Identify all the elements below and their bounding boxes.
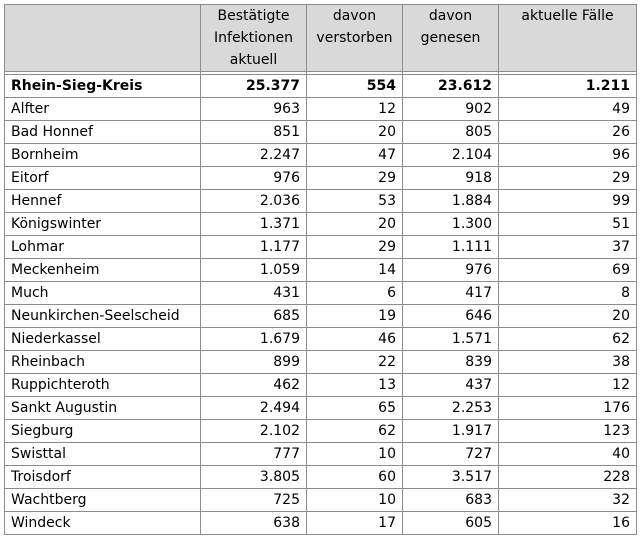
table-row xyxy=(5,121,637,144)
active-value: 40 xyxy=(499,443,637,466)
municipality-name: Neunkirchen-Seelscheid xyxy=(5,305,201,328)
recovered-value: 1.571 xyxy=(403,328,499,351)
confirmed-value: 1.177 xyxy=(201,236,307,259)
recovered-value: 1.300 xyxy=(403,213,499,236)
header-line: verstorben xyxy=(316,30,393,46)
deceased-value: 22 xyxy=(307,351,403,374)
table-row xyxy=(5,144,637,167)
active-value: 62 xyxy=(499,328,637,351)
confirmed-value: 976 xyxy=(201,167,307,190)
recovered-value: 805 xyxy=(403,121,499,144)
municipality-name: Lohmar xyxy=(5,236,201,259)
deceased-value: 60 xyxy=(307,466,403,489)
confirmed-value: 725 xyxy=(201,489,307,512)
municipality-name: Windeck xyxy=(5,512,201,535)
table-row xyxy=(5,167,637,190)
table-row xyxy=(5,466,637,489)
active-value: 49 xyxy=(499,98,637,121)
recovered-value: 605 xyxy=(403,512,499,535)
recovered-value: 839 xyxy=(403,351,499,374)
recovered-value: 1.884 xyxy=(403,190,499,213)
confirmed-value: 963 xyxy=(201,98,307,121)
header-blank-cell xyxy=(5,5,201,72)
active-value: 96 xyxy=(499,144,637,167)
table-row xyxy=(5,190,637,213)
municipality-name: Hennef xyxy=(5,190,201,213)
deceased-value: 47 xyxy=(307,144,403,167)
confirmed-value: 2.036 xyxy=(201,190,307,213)
header-line: genesen xyxy=(420,30,481,46)
district-name: Rhein-Sieg-Kreis xyxy=(5,75,201,98)
active-value: 8 xyxy=(499,282,637,305)
recovered-value: 683 xyxy=(403,489,499,512)
recovered-value: 3.517 xyxy=(403,466,499,489)
header-recovered xyxy=(403,5,499,72)
confirmed-value: 1.371 xyxy=(201,213,307,236)
municipality-name: Rheinbach xyxy=(5,351,201,374)
table-row xyxy=(5,213,637,236)
municipality-name: Siegburg xyxy=(5,420,201,443)
confirmed-value: 1.059 xyxy=(201,259,307,282)
table-row xyxy=(5,305,637,328)
active-value: 176 xyxy=(499,397,637,420)
active-value: 12 xyxy=(499,374,637,397)
deceased-value: 19 xyxy=(307,305,403,328)
deceased-value: 46 xyxy=(307,328,403,351)
confirmed-value: 899 xyxy=(201,351,307,374)
header-line: aktuell xyxy=(229,52,278,68)
header-active xyxy=(499,5,637,72)
table-row xyxy=(5,236,637,259)
municipality-name: Eitorf xyxy=(5,167,201,190)
table-row xyxy=(5,512,637,535)
table-row xyxy=(5,374,637,397)
recovered-value: 902 xyxy=(403,98,499,121)
recovered-value: 918 xyxy=(403,167,499,190)
header-line: davon xyxy=(332,8,377,24)
confirmed-value: 2.102 xyxy=(201,420,307,443)
active-value: 29 xyxy=(499,167,637,190)
confirmed-value: 25.377 xyxy=(201,75,307,98)
deceased-value: 17 xyxy=(307,512,403,535)
confirmed-value: 851 xyxy=(201,121,307,144)
confirmed-value: 2.494 xyxy=(201,397,307,420)
municipality-name: Meckenheim xyxy=(5,259,201,282)
active-value: 16 xyxy=(499,512,637,535)
table-row xyxy=(5,443,637,466)
active-value: 99 xyxy=(499,190,637,213)
active-value: 123 xyxy=(499,420,637,443)
table-row-total xyxy=(5,75,637,98)
table-row xyxy=(5,397,637,420)
confirmed-value: 431 xyxy=(201,282,307,305)
confirmed-value: 1.679 xyxy=(201,328,307,351)
deceased-value: 14 xyxy=(307,259,403,282)
deceased-value: 13 xyxy=(307,374,403,397)
municipality-name: Alfter xyxy=(5,98,201,121)
recovered-value: 437 xyxy=(403,374,499,397)
table-row xyxy=(5,351,637,374)
recovered-value: 2.253 xyxy=(403,397,499,420)
deceased-value: 53 xyxy=(307,190,403,213)
deceased-value: 20 xyxy=(307,213,403,236)
municipality-name: Bornheim xyxy=(5,144,201,167)
municipality-name: Much xyxy=(5,282,201,305)
municipality-name: Swisttal xyxy=(5,443,201,466)
deceased-value: 12 xyxy=(307,98,403,121)
active-value: 37 xyxy=(499,236,637,259)
table-row xyxy=(5,328,637,351)
header-confirmed xyxy=(201,5,307,72)
header-deceased xyxy=(307,5,403,72)
confirmed-value: 3.805 xyxy=(201,466,307,489)
header-line: Infektionen xyxy=(214,30,293,46)
table-row xyxy=(5,259,637,282)
table-row xyxy=(5,282,637,305)
table-row xyxy=(5,489,637,512)
table-row xyxy=(5,98,637,121)
deceased-value: 554 xyxy=(307,75,403,98)
deceased-value: 29 xyxy=(307,167,403,190)
active-value: 26 xyxy=(499,121,637,144)
municipality-name: Bad Honnef xyxy=(5,121,201,144)
municipality-name: Ruppichteroth xyxy=(5,374,201,397)
table-header xyxy=(5,5,637,72)
deceased-value: 62 xyxy=(307,420,403,443)
confirmed-value: 638 xyxy=(201,512,307,535)
recovered-value: 1.111 xyxy=(403,236,499,259)
recovered-value: 646 xyxy=(403,305,499,328)
confirmed-value: 685 xyxy=(201,305,307,328)
header-line: Bestätigte xyxy=(217,8,290,24)
infection-table xyxy=(4,4,637,535)
confirmed-value: 462 xyxy=(201,374,307,397)
deceased-value: 10 xyxy=(307,489,403,512)
municipality-name: Niederkassel xyxy=(5,328,201,351)
municipality-name: Wachtberg xyxy=(5,489,201,512)
recovered-value: 976 xyxy=(403,259,499,282)
active-value: 20 xyxy=(499,305,637,328)
active-value: 1.211 xyxy=(499,75,637,98)
confirmed-value: 2.247 xyxy=(201,144,307,167)
recovered-value: 2.104 xyxy=(403,144,499,167)
active-value: 69 xyxy=(499,259,637,282)
recovered-value: 727 xyxy=(403,443,499,466)
deceased-value: 20 xyxy=(307,121,403,144)
table-row xyxy=(5,420,637,443)
deceased-value: 29 xyxy=(307,236,403,259)
deceased-value: 65 xyxy=(307,397,403,420)
municipality-name: Sankt Augustin xyxy=(5,397,201,420)
header-line: davon xyxy=(428,8,473,24)
table-body xyxy=(5,72,637,535)
municipality-name: Troisdorf xyxy=(5,466,201,489)
recovered-value: 1.917 xyxy=(403,420,499,443)
active-value: 38 xyxy=(499,351,637,374)
recovered-value: 23.612 xyxy=(403,75,499,98)
header-line: aktuelle Fälle xyxy=(521,8,614,24)
active-value: 32 xyxy=(499,489,637,512)
deceased-value: 10 xyxy=(307,443,403,466)
active-value: 228 xyxy=(499,466,637,489)
municipality-name: Königswinter xyxy=(5,213,201,236)
recovered-value: 417 xyxy=(403,282,499,305)
active-value: 51 xyxy=(499,213,637,236)
confirmed-value: 777 xyxy=(201,443,307,466)
deceased-value: 6 xyxy=(307,282,403,305)
